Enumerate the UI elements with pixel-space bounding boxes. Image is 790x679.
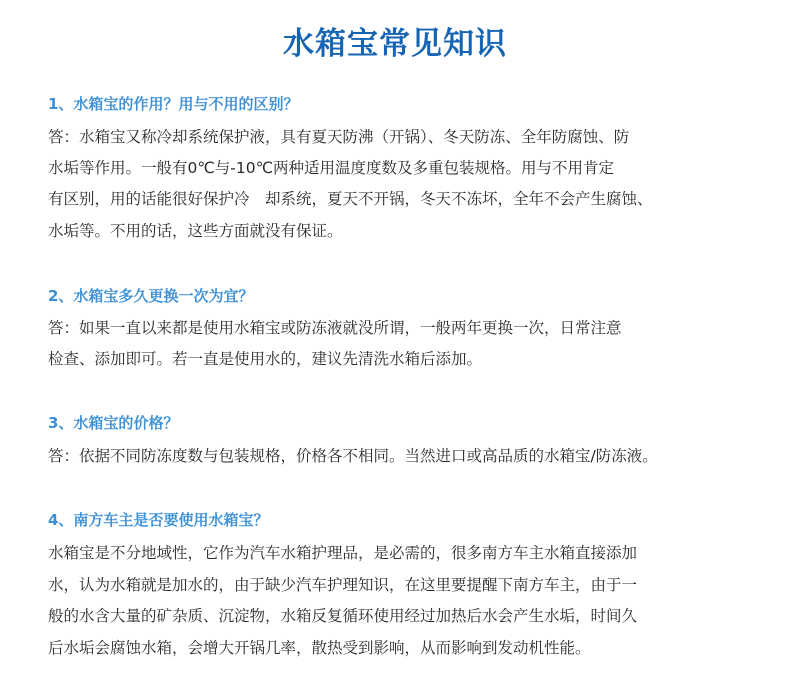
answer-1-line-4: 水垢等。不用的话，这些方面就没有保证。: [48, 222, 343, 240]
question-3: 3、水箱宝的价格？: [48, 414, 179, 432]
answer-2-line-2: 检查、添加即可。若一直是使用水的，建议先清洗水箱后添加。: [48, 350, 483, 368]
answer-2-line-1: 答：如果一直以来都是使用水箱宝或防冻液就没所谓，一般两年更换一次，日常注意: [48, 319, 622, 337]
answer-1-line-1: 答：水箱宝又称冷却系统保护液，具有夏天防沸（开锅）、冬天防冻、全年防腐蚀、防: [48, 128, 630, 146]
answer-1-line-2: 水垢等作用。一般有0℃与-10℃两种适用温度度数及多重包装规格。用与不用肯定: [48, 159, 614, 177]
answer-4-line-3: 般的水含大量的矿杂质、沉淀物，水箱反复循环使用经过加热后水会产生水垢，时间久: [48, 607, 638, 625]
answer-1-line-3: 有区别，用的话能很好保护冷 却系统，夏天不开锅，冬天不冻坏，全年不会产生腐蚀、: [48, 190, 653, 208]
question-2: 2、水箱宝多久更换一次为宜？: [48, 287, 254, 305]
question-4: 4、南方车主是否要使用水箱宝？: [48, 511, 269, 529]
answer-4-line-2: 水，认为水箱就是加水的，由于缺少汽车护理知识，在这里要提醒下南方车主，由于一: [48, 576, 638, 594]
answer-4-line-4: 后水垢会腐蚀水箱，会增大开锅几率，散热受到影响，从而影响到发动机性能。: [48, 639, 591, 657]
page-title: 水箱宝常见知识: [283, 26, 507, 62]
answer-4-line-1: 水箱宝是不分地域性，它作为汽车水箱护理品，是必需的，很多南方车主水箱直接添加: [48, 544, 638, 562]
answer-3-line-1: 答：依据不同防冻度数与包装规格，价格各不相同。当然进口或高品质的水箱宝/防冻液。: [48, 447, 658, 465]
question-1: 1、水箱宝的作用？用与不用的区别？: [48, 95, 299, 113]
